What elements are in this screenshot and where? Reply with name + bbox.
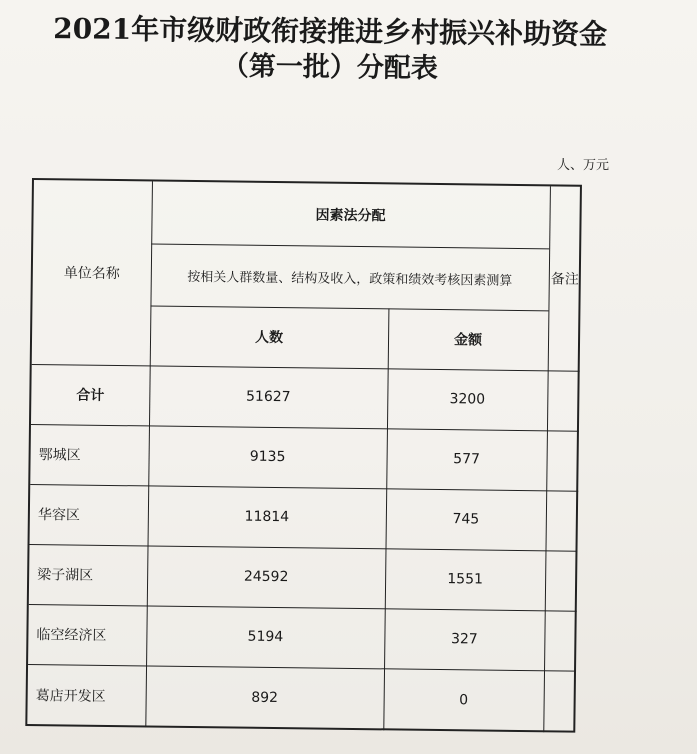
row-note [543,670,576,732]
header-note: 备注 [550,271,579,288]
row-note [546,430,579,490]
title-line-1: 2021年市级财政衔接推进乡村振兴补助资金 [53,12,608,51]
row-name: 梁子湖区 [37,567,94,584]
row-note [545,550,578,610]
row-amount: 0 [459,692,469,709]
row-name: 葛店开发区 [35,688,106,705]
row-note [544,610,577,670]
header-factor-description: 按相关人群数量、结构及收入，政策和绩效考核因素测算 [187,269,513,289]
row-name: 临空经济区 [36,627,107,644]
row-note [547,370,580,430]
row-people: 51627 [245,388,291,406]
row-people: 24592 [243,568,289,586]
row-people: 9135 [249,448,286,466]
row-amount: 327 [450,631,478,648]
row-note [545,490,578,550]
row-name: 华容区 [37,507,80,524]
row-name: 鄂城区 [38,447,81,464]
allocation-table [25,178,582,733]
row-people: 11814 [244,508,290,526]
row-amount: 3200 [449,391,486,408]
row-amount: 745 [452,511,480,528]
header-factor-allocation: 因素法分配 [315,207,386,225]
row-name: 合计 [76,387,105,404]
row-amount: 1551 [447,571,484,588]
row-people: 892 [251,689,279,707]
header-unit-name: 单位名称 [63,265,120,283]
header-amount: 金额 [453,332,483,349]
document-title [30,11,631,89]
row-amount: 577 [453,451,481,468]
unit-label: 人、万元 [556,158,609,173]
row-people: 5194 [247,628,284,646]
header-people: 人数 [254,329,284,347]
title-line-2: （第一批）分配表 [221,50,438,85]
